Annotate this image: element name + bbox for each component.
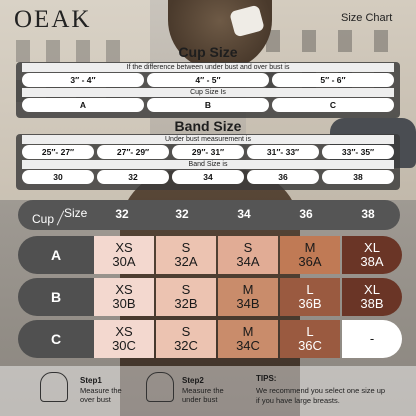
size-table-header (18, 200, 400, 230)
cell-letter-size: M (242, 324, 254, 339)
cell-bra-size: 34C (236, 338, 260, 353)
table-row-cup-label: C (18, 320, 94, 358)
table-size-cell (280, 320, 340, 358)
table-size-cell (94, 236, 154, 274)
cell-letter-size: S (243, 240, 253, 255)
cell-bra-size: 32A (174, 254, 198, 269)
table-size-cell (156, 278, 216, 316)
step2-title: Step2 (182, 376, 204, 385)
table-size-cell (342, 278, 402, 316)
cup-size-caption-mid: Cup Size Is (22, 88, 394, 97)
cup-letter-pill: B (147, 98, 269, 112)
cell-letter-size: M (304, 240, 316, 255)
band-number-pill: 36 (247, 170, 319, 184)
cell-bra-size: 36A (298, 254, 322, 269)
table-size-cell (342, 320, 402, 358)
cell-bra-size: 38A (360, 254, 384, 269)
tips-title: TIPS: (256, 374, 277, 383)
table-size-cell (218, 320, 278, 358)
cell-bra-size: 32B (174, 296, 198, 311)
table-size-cell (94, 278, 154, 316)
cell-bra-size: 30C (112, 338, 136, 353)
table-row-cup-label: A (18, 236, 94, 274)
table-column-header: 34 (237, 207, 251, 221)
table-size-cell (280, 278, 340, 316)
table-column-header: 38 (361, 207, 375, 221)
corner-cup-text: Cup (32, 212, 55, 226)
band-number-pill: 32 (97, 170, 169, 184)
band-size-title: Band Size (174, 118, 242, 134)
band-number-pill: 38 (322, 170, 394, 184)
cell-bra-size: 36B (298, 296, 322, 311)
cell-letter-size: M (242, 282, 254, 297)
band-size-caption-mid: Band Size is (22, 160, 394, 169)
table-size-cell (342, 236, 402, 274)
table-column-header: 32 (175, 207, 189, 221)
band-range-pill: 29″- 31″ (172, 145, 244, 159)
cell-letter-size: L (306, 282, 314, 297)
cell-bra-size: 30A (112, 254, 136, 269)
cell-letter-size: XL (364, 240, 380, 255)
cell-bra-size: 34B (236, 296, 260, 311)
cell-letter-size: XL (364, 282, 380, 297)
step1-title: Step1 (80, 376, 102, 385)
table-size-cell (156, 320, 216, 358)
cell-letter-size: S (181, 240, 191, 255)
cup-letter-row (22, 98, 394, 112)
table-size-cell (280, 236, 340, 274)
size-chart-label: Size Chart (341, 12, 393, 24)
cup-size-caption-top: If the difference between under bust and over bust is (22, 63, 394, 72)
cell-letter-size: XS (115, 282, 133, 297)
cell-bra-size: 32C (174, 338, 198, 353)
table-size-cell (94, 320, 154, 358)
tips-line2: if you have large breasts. (256, 396, 340, 405)
cell-letter-size: L (306, 324, 314, 339)
cup-range-pill: 4″ - 5″ (147, 73, 269, 87)
step1-line2: over bust (80, 395, 111, 404)
table-size-cell (156, 236, 216, 274)
cell-bra-size: 36C (298, 338, 322, 353)
band-size-caption-top: Under bust measurement is (22, 135, 394, 144)
band-range-pill: 31″- 33″ (247, 145, 319, 159)
step2-line1: Measure the (182, 386, 224, 395)
tips-line1: We recommend you select one size up (256, 386, 386, 395)
step1-line1: Measure the (80, 386, 122, 395)
band-number-pill: 30 (22, 170, 94, 184)
table-size-cell (218, 236, 278, 274)
table-size-cell (218, 278, 278, 316)
cell-bra-size: 34A (236, 254, 260, 269)
brand-logo: OEAK (14, 6, 92, 33)
table-column-header: 32 (115, 207, 129, 221)
cell-bra-size: 30B (112, 296, 136, 311)
band-number-row (22, 170, 394, 184)
cell-letter-size: S (181, 324, 191, 339)
step2-line2: under bust (182, 395, 218, 404)
table-row-cup-label: B (18, 278, 94, 316)
under-bust-measure-icon (146, 372, 174, 402)
band-range-pill: 33″- 35″ (322, 145, 394, 159)
cup-range-pill: 3″ - 4″ (22, 73, 144, 87)
cup-size-range-row (22, 73, 394, 87)
corner-size-text: Size (64, 206, 88, 220)
cup-size-title: Cup Size (178, 44, 238, 60)
cup-letter-pill: A (22, 98, 144, 112)
table-column-header: 36 (299, 207, 313, 221)
cup-range-pill: 5″ - 6″ (272, 73, 394, 87)
over-bust-measure-icon (40, 372, 68, 402)
cell-letter-size: XS (115, 240, 133, 255)
band-range-pill: 27″- 29″ (97, 145, 169, 159)
band-range-row (22, 145, 394, 159)
band-range-pill: 25″- 27″ (22, 145, 94, 159)
cell-letter-size: S (181, 282, 191, 297)
cup-letter-pill: C (272, 98, 394, 112)
cell-letter-size: - (369, 331, 375, 346)
cell-bra-size: 38B (360, 296, 384, 311)
band-number-pill: 34 (172, 170, 244, 184)
cell-letter-size: XS (115, 324, 133, 339)
